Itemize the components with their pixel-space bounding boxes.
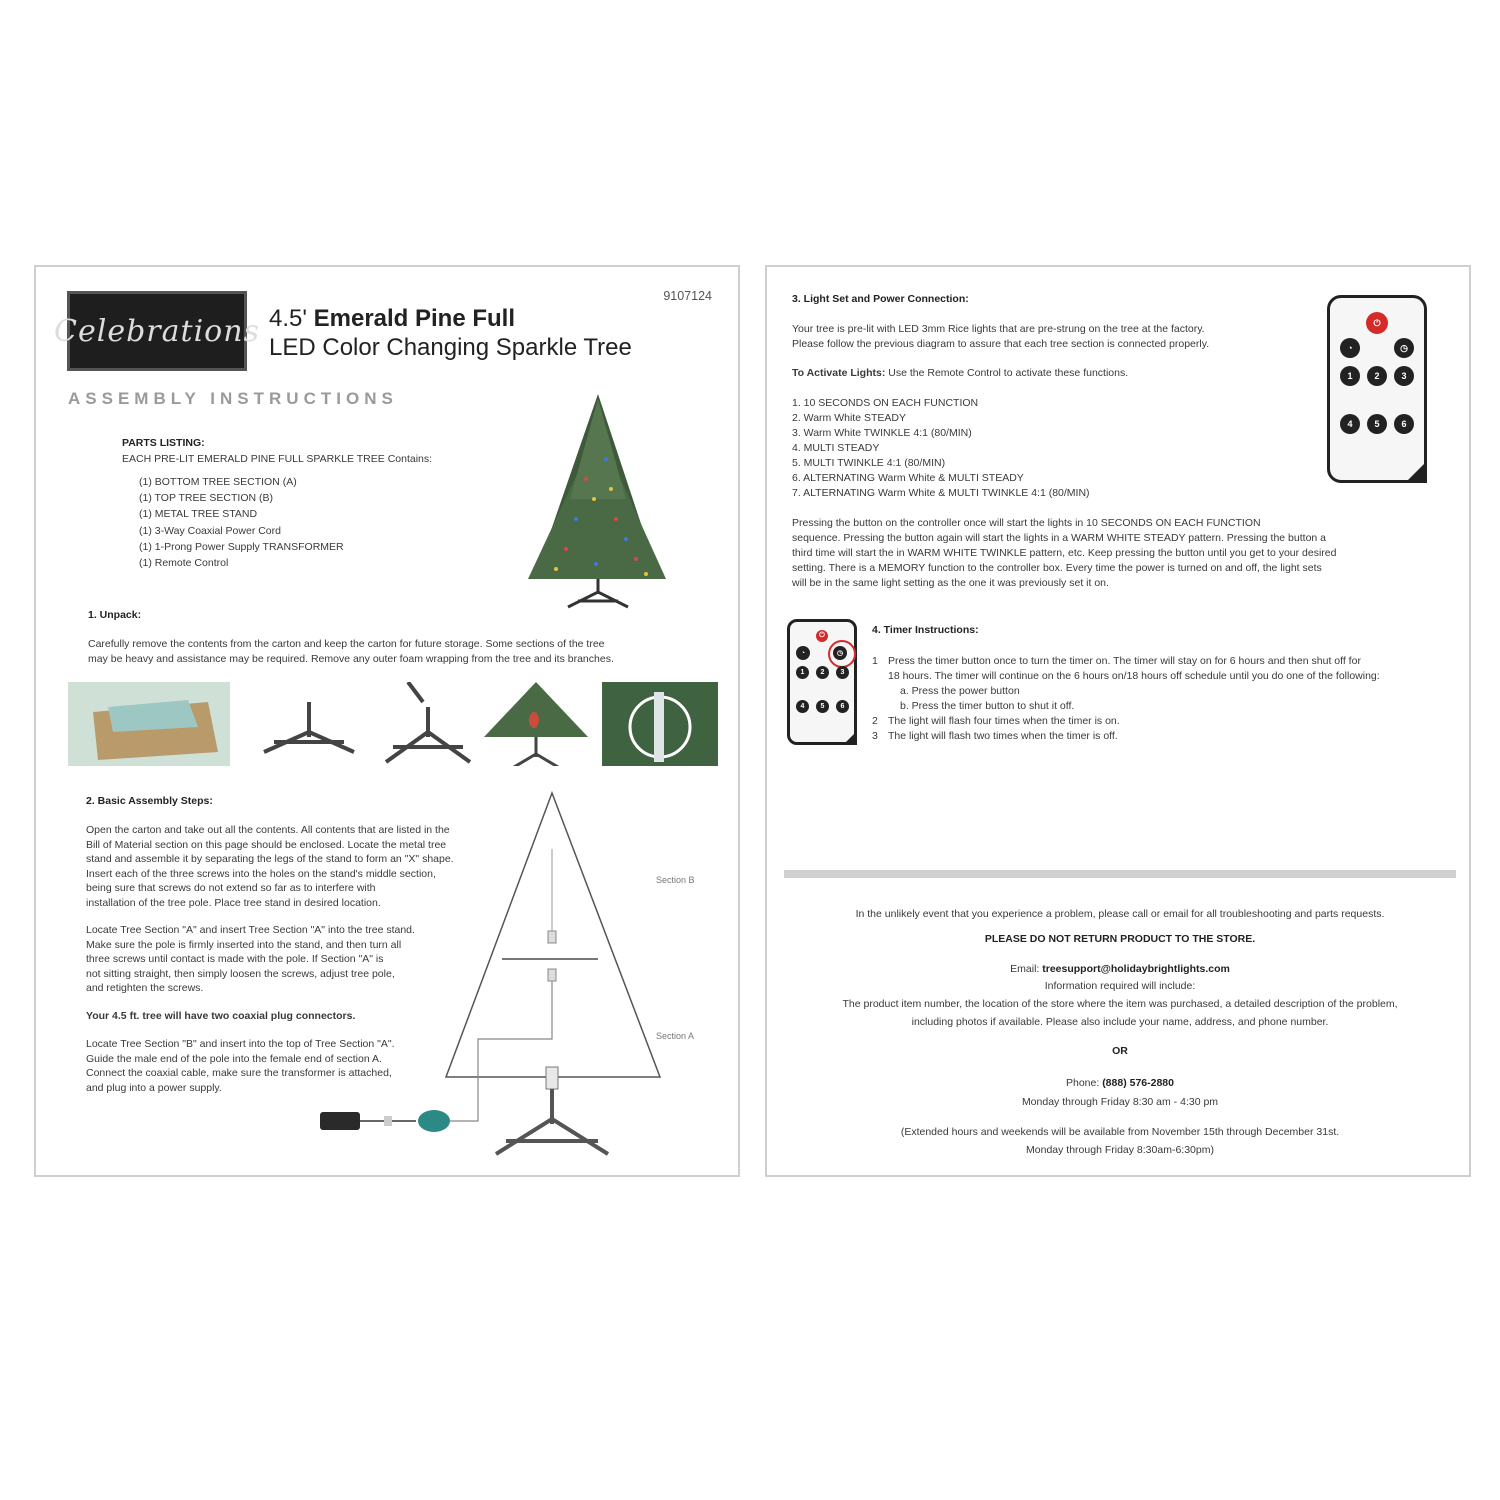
text-line: Locate Tree Section "A" and insert Tree Section "A" into the tree stand. [86,924,415,936]
timer-item [872,729,1380,744]
text-line: Please follow the previous diagram to assure that each tree section is connected properly. [792,337,1210,350]
or-separator: OR [1112,1045,1128,1057]
remote-button-6: 6 [836,700,849,713]
section-divider [784,870,1456,878]
tree-photo [506,389,676,619]
carton-photo [68,682,230,766]
activate-text: Use the Remote Control to activate these functions. [885,367,1129,379]
info-line-1: The product item number, the location of the store where the item was purchased, a detailed description of the problem, [842,998,1398,1010]
celebrations-logo: Celebrations [67,291,247,371]
text-line: Guide the male end of the pole into the female end of section A. [86,1052,382,1065]
text-line: Locate Tree Section "B" and insert into the top of Tree Section "A". [86,1038,395,1050]
text-line: will be in the same light setting as the one it was previously set it on. [792,577,1109,589]
title-bold: Emerald Pine Full [313,305,516,332]
function-item: 2. Warm White STEADY [792,412,906,424]
assembly-diagram [306,789,726,1159]
light-set-heading: 3. Light Set and Power Connection: [792,293,969,305]
text-line: and retighten the screws. [86,982,204,995]
text-line: Press the timer button once to turn the timer on. The timer will stay on for 6 hours and then shut off for [888,655,1361,667]
email-label: Email: [1010,963,1040,975]
remote-control-small [787,619,857,745]
unpack-text [88,637,614,666]
info-line-2: including photos if available. Please also include your name, address, and phone number. [911,1016,1329,1028]
timer-item [872,714,1380,729]
text-line: three screws until contact is made with the pole. If Section "A" is [86,953,384,966]
remote-corner [1405,461,1427,483]
text-line: and plug into a power supply. [86,1081,222,1094]
right-page [765,265,1471,1177]
extended-hours-1: (Extended hours and weekends will be available from November 15th through December 31st. [900,1126,1340,1138]
light-set-text [792,322,1209,351]
part-item: (1) 1-Prong Power Supply TRANSFORMER [139,540,344,553]
timer-item-number: 3 [872,730,878,742]
part-item: (1) METAL TREE STAND [139,508,258,521]
tree-base-photo [484,682,588,766]
remote-button-1: 1 [1340,366,1360,386]
title-size: 4.5' [269,305,307,332]
stand-photo-1 [254,682,364,766]
text-line: third time will start the in WARM WHITE TWINKLE pattern, etc. Keep pressing the button until you get to your desired [792,547,1337,559]
text-line: Make sure the pole is firmly inserted into the stand, and then turn all [86,938,402,951]
stand-photo-2 [378,682,478,766]
assembly-heading: 2. Basic Assembly Steps: [86,795,213,807]
function-item: 6. ALTERNATING Warm White & MULTI STEADY [792,472,1024,484]
activate-lights [792,366,1128,381]
text-line: 18 hours. The timer will continue on the 6 hours on/18 hours off schedule until you do one of the following: [888,670,1380,682]
remote-button-1: 1 [796,666,809,679]
text-line: sequence. Pressing the button again will start the lights in a WARM WHITE STEADY pattern. Pressing the button a [792,532,1327,544]
phone-label: Phone: [1065,1077,1100,1089]
section-a-label: Section A [656,1031,695,1041]
remote-button-6: 6 [1394,414,1414,434]
assembly-instructions-header: ASSEMBLY INSTRUCTIONS [68,389,398,408]
unpack-line: may be heavy and assistance may be required. Remove any outer foam wrapping from the tree and its branches. [88,652,614,665]
do-not-return-notice: PLEASE DO NOT RETURN PRODUCT TO THE STORE. [984,933,1256,945]
timer-list [872,654,1380,744]
remote-button-5: 5 [1367,414,1387,434]
timer-item-number: 1 [872,655,878,667]
timer-icon: ◔ [1340,338,1360,358]
unpack-line: Carefully remove the contents from the carton and keep the carton for future storage. Some sections of the tree [88,638,605,650]
text-line: The light will flash two times when the timer is off. [888,730,1118,742]
timer-subitem: b. Press the timer button to shut it off. [900,700,1075,712]
product-title-line1 [269,305,515,333]
remote-button-4: 4 [1340,414,1360,434]
text-line: not sitting straight, then simply loosen the screws, adjust tree pole, [86,967,395,980]
extended-hours-2: Monday through Friday 8:30am-6:30pm) [1026,1144,1214,1156]
clock-icon: ◷ [833,646,847,660]
timer-item-number: 2 [872,715,878,727]
remote-button-2: 2 [1367,366,1387,386]
part-item: (1) BOTTOM TREE SECTION (A) [139,476,297,488]
remote-control-large [1327,295,1427,483]
text-line: Insert each of the three screws into the holes on the stand's middle section, [86,867,436,880]
model-number: 9107124 [663,289,712,303]
pole-closeup-photo [602,682,718,766]
remote-button-5: 5 [816,700,829,713]
text-line: The light will flash four times when the timer is on. [888,715,1120,727]
timer-icon: ◔ [796,646,810,660]
email-line [767,963,1473,975]
text-line: Bill of Material section on this page should be enclosed. Locate the metal tree [86,838,447,851]
clock-icon: ◷ [1394,338,1414,358]
remote-corner [843,731,857,745]
power-icon: ⏻ [816,630,828,642]
text-line: Your tree is pre-lit with LED 3mm Rice lights that are pre-strung on the tree at the factory. [792,323,1205,335]
phone-line [767,1077,1473,1089]
timer-item [872,654,1380,684]
left-page [34,265,740,1177]
text-line: setting. There is a MEMORY function to the controller box. Every time the power is turned on and off, the light sets [792,562,1322,574]
text-line: Connect the coaxial cable, make sure the transformer is attached, [86,1067,392,1080]
support-hours: Monday through Friday 8:30 am - 4:30 pm [1021,1096,1219,1108]
remote-button-3: 3 [836,666,849,679]
remote-button-3: 3 [1394,366,1414,386]
parts-heading: PARTS LISTING: [122,437,205,449]
remote-button-4: 4 [796,700,809,713]
unpack-heading: 1. Unpack: [88,609,142,621]
function-item: 5. MULTI TWINKLE 4:1 (80/MIN) [792,457,946,469]
parts-list [139,474,344,571]
text-line: being sure that screws do not extend so far as to interfere with [86,882,376,895]
text-line: installation of the tree pole. Place tree stand in desired location. [86,896,381,909]
text-line: stand and assemble it by separating the legs of the stand to form an "X" shape. [86,853,454,866]
power-icon: ⏻ [1366,312,1388,334]
activate-label: To Activate Lights: [792,367,886,379]
connectors-note: Your 4.5 ft. tree will have two coaxial plug connectors. [86,1010,356,1022]
function-item: 4. MULTI STEADY [792,442,880,454]
function-item: 1. 10 SECONDS ON EACH FUNCTION [792,397,979,409]
part-item: (1) Remote Control [139,557,229,570]
timer-heading: 4. Timer Instructions: [872,624,979,636]
product-title-line2: LED Color Changing Sparkle Tree [269,334,632,361]
functions-list [792,396,1090,501]
support-email[interactable]: treesupport@holidaybrightlights.com [1042,963,1230,975]
parts-intro: EACH PRE-LIT EMERALD PINE FULL SPARKLE TREE Contains: [122,453,433,465]
part-item: (1) TOP TREE SECTION (B) [139,492,273,505]
support-phone[interactable]: (888) 576-2880 [1102,1077,1174,1089]
part-item: (1) 3-Way Coaxial Power Cord [139,524,281,537]
timer-subitem: a. Press the power button [900,685,1020,697]
remote-button-2: 2 [816,666,829,679]
info-required: Information required will include: [1044,980,1196,992]
problem-text: In the unlikely event that you experience a problem, please call or email for all troubleshooting and parts requests. [855,908,1385,920]
section-b-label: Section B [656,875,695,885]
text-line: Pressing the button on the controller once will start the lights in 10 SECONDS ON EACH FUNCTION [792,517,1261,529]
pressing-paragraph [792,516,1336,591]
function-item: 3. Warm White TWINKLE 4:1 (80/MIN) [792,427,972,439]
function-item: 7. ALTERNATING Warm White & MULTI TWINKLE 4:1 (80/MIN) [792,487,1090,499]
text-line: Open the carton and take out all the contents. All contents that are listed in the [86,824,450,836]
